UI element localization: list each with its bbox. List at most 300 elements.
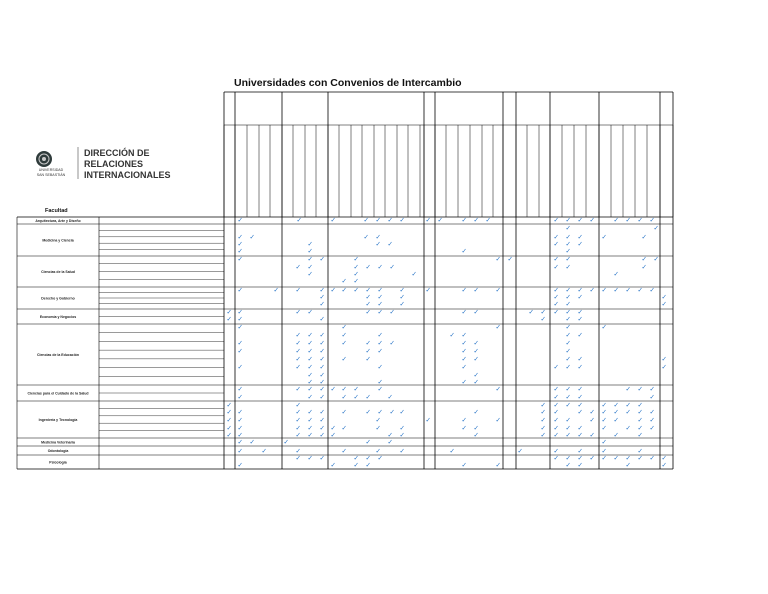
check-mark-icon: ✓ [295,385,301,393]
check-mark-icon: ✓ [341,355,347,363]
check-mark-icon: ✓ [565,233,571,241]
check-mark-icon: ✓ [577,401,583,409]
faculty-label: Derecho y Gobierno [41,296,75,301]
check-mark-icon: ✓ [577,233,583,241]
check-mark-icon: ✓ [319,315,325,323]
faculty-label: Ciencias de la Educación [36,352,80,357]
check-mark-icon: ✓ [473,378,479,386]
check-mark-icon: ✓ [613,408,619,416]
check-mark-icon: ✓ [553,424,559,432]
check-mark-icon: ✓ [601,233,607,241]
check-mark-icon: ✓ [319,363,325,371]
check-mark-icon: ✓ [473,424,479,432]
check-mark-icon: ✓ [365,263,371,271]
check-mark-icon: ✓ [307,270,313,278]
check-mark-icon: ✓ [553,233,559,241]
check-mark-icon: ✓ [319,300,325,308]
check-mark-icon: ✓ [565,331,571,339]
check-mark-icon: ✓ [565,224,571,232]
check-mark-icon: ✓ [319,293,325,301]
check-mark-icon: ✓ [425,286,431,294]
check-mark-icon: ✓ [461,331,467,339]
check-mark-icon: ✓ [577,355,583,363]
check-mark-icon: ✓ [495,286,501,294]
check-mark-icon: ✓ [249,438,255,446]
check-mark-icon: ✓ [565,393,571,401]
check-mark-icon: ✓ [625,408,631,416]
faculty-label: Odontología [47,448,69,453]
check-mark-icon: ✓ [330,431,336,439]
check-mark-icon: ✓ [389,308,395,316]
check-mark-icon: ✓ [565,385,571,393]
check-mark-icon: ✓ [307,385,313,393]
check-mark-icon: ✓ [540,401,546,409]
check-mark-icon: ✓ [577,424,583,432]
check-mark-icon: ✓ [473,355,479,363]
check-mark-icon: ✓ [319,255,325,263]
department-name: DIRECCIÓN DE RELACIONES INTERNACIONALES [84,148,171,180]
check-mark-icon: ✓ [237,416,243,424]
check-mark-icon: ✓ [577,461,583,469]
check-mark-icon: ✓ [237,286,243,294]
check-mark-icon: ✓ [226,431,232,439]
check-mark-icon: ✓ [341,339,347,347]
check-mark-icon: ✓ [307,355,313,363]
check-mark-icon: ✓ [307,331,313,339]
check-mark-icon: ✓ [649,408,655,416]
check-mark-icon: ✓ [565,416,571,424]
check-mark-icon: ✓ [319,355,325,363]
check-mark-icon: ✓ [565,315,571,323]
check-mark-icon: ✓ [237,255,243,263]
check-mark-icon: ✓ [319,416,325,424]
check-mark-icon: ✓ [319,385,325,393]
check-mark-icon: ✓ [226,424,232,432]
check-mark-icon: ✓ [377,286,383,294]
check-mark-icon: ✓ [461,216,467,224]
check-mark-icon: ✓ [565,401,571,409]
check-mark-icon: ✓ [399,216,405,224]
check-mark-icon: ✓ [553,293,559,301]
check-mark-icon: ✓ [319,393,325,401]
check-mark-icon: ✓ [495,461,501,469]
check-mark-icon: ✓ [237,431,243,439]
check-mark-icon: ✓ [589,416,595,424]
check-mark-icon: ✓ [625,286,631,294]
check-mark-icon: ✓ [577,308,583,316]
check-mark-icon: ✓ [237,233,243,241]
check-mark-icon: ✓ [553,300,559,308]
check-mark-icon: ✓ [613,416,619,424]
check-mark-icon: ✓ [661,355,667,363]
check-mark-icon: ✓ [473,339,479,347]
check-mark-icon: ✓ [377,408,383,416]
check-mark-icon: ✓ [295,347,301,355]
check-mark-icon: ✓ [637,401,643,409]
check-mark-icon: ✓ [295,308,301,316]
check-mark-icon: ✓ [353,393,359,401]
check-mark-icon: ✓ [363,216,369,224]
check-mark-icon: ✓ [565,424,571,432]
check-mark-icon: ✓ [365,300,371,308]
check-mark-icon: ✓ [353,454,359,462]
check-mark-icon: ✓ [461,339,467,347]
check-mark-icon: ✓ [295,401,301,409]
check-mark-icon: ✓ [226,401,232,409]
check-mark-icon: ✓ [553,393,559,401]
check-mark-icon: ✓ [553,431,559,439]
check-mark-icon: ✓ [553,240,559,248]
check-mark-icon: ✓ [330,286,336,294]
check-mark-icon: ✓ [625,401,631,409]
faculty-column-header: Facultad [45,208,68,214]
check-mark-icon: ✓ [307,416,313,424]
check-mark-icon: ✓ [307,408,313,416]
check-mark-icon: ✓ [365,408,371,416]
table-title: Universidades con Convenios de Intercambio [234,77,462,89]
check-mark-icon: ✓ [528,308,534,316]
check-mark-icon: ✓ [295,363,301,371]
check-mark-icon: ✓ [237,315,243,323]
check-mark-icon: ✓ [237,308,243,316]
check-mark-icon: ✓ [307,247,313,255]
check-mark-icon: ✓ [365,461,371,469]
check-mark-icon: ✓ [461,378,467,386]
check-mark-icon: ✓ [589,286,595,294]
check-mark-icon: ✓ [577,431,583,439]
check-mark-icon: ✓ [399,424,405,432]
check-mark-icon: ✓ [330,216,336,224]
check-mark-icon: ✓ [577,315,583,323]
check-mark-icon: ✓ [649,286,655,294]
check-mark-icon: ✓ [637,385,643,393]
check-mark-icon: ✓ [565,454,571,462]
check-mark-icon: ✓ [399,447,405,455]
faculty-label: Medicina Veterinaria [41,440,75,445]
check-mark-icon: ✓ [341,277,347,285]
check-mark-icon: ✓ [473,216,479,224]
check-mark-icon: ✓ [565,263,571,271]
check-mark-icon: ✓ [341,393,347,401]
check-mark-icon: ✓ [577,286,583,294]
check-mark-icon: ✓ [613,401,619,409]
check-mark-icon: ✓ [540,308,546,316]
faculty-label: Ciencias para el Cuidado de la Salud [27,391,89,396]
check-mark-icon: ✓ [461,286,467,294]
check-mark-icon: ✓ [411,270,417,278]
check-mark-icon: ✓ [437,216,443,224]
check-mark-icon: ✓ [577,240,583,248]
check-mark-icon: ✓ [341,447,347,455]
check-mark-icon: ✓ [295,286,301,294]
check-mark-icon: ✓ [237,240,243,248]
check-mark-icon: ✓ [365,286,371,294]
check-mark-icon: ✓ [377,339,383,347]
check-mark-icon: ✓ [540,416,546,424]
check-mark-icon: ✓ [341,286,347,294]
check-mark-icon: ✓ [577,216,583,224]
check-mark-icon: ✓ [425,416,431,424]
check-mark-icon: ✓ [565,293,571,301]
check-mark-icon: ✓ [565,347,571,355]
check-mark-icon: ✓ [353,385,359,393]
check-mark-icon: ✓ [601,286,607,294]
check-mark-icon: ✓ [377,331,383,339]
check-mark-icon: ✓ [461,308,467,316]
check-mark-icon: ✓ [353,286,359,294]
check-mark-icon: ✓ [307,424,313,432]
check-mark-icon: ✓ [553,408,559,416]
check-mark-icon: ✓ [565,431,571,439]
check-mark-icon: ✓ [473,286,479,294]
check-mark-icon: ✓ [237,247,243,255]
check-mark-icon: ✓ [319,331,325,339]
check-mark-icon: ✓ [399,431,405,439]
check-mark-icon: ✓ [365,347,371,355]
check-mark-icon: ✓ [449,331,455,339]
check-mark-icon: ✓ [375,424,381,432]
check-mark-icon: ✓ [237,216,243,224]
check-mark-icon: ✓ [237,347,243,355]
check-mark-icon: ✓ [577,331,583,339]
check-mark-icon: ✓ [399,408,405,416]
check-mark-icon: ✓ [365,393,371,401]
check-mark-icon: ✓ [307,347,313,355]
check-mark-icon: ✓ [307,431,313,439]
check-mark-icon: ✓ [226,308,232,316]
check-mark-icon: ✓ [637,454,643,462]
check-mark-icon: ✓ [365,355,371,363]
check-mark-icon: ✓ [577,363,583,371]
check-mark-icon: ✓ [473,408,479,416]
check-mark-icon: ✓ [625,385,631,393]
check-mark-icon: ✓ [449,447,455,455]
university-name: UNIVERSIDAD SAN SEBASTIÁN [36,168,66,177]
check-mark-icon: ✓ [375,233,381,241]
check-mark-icon: ✓ [553,363,559,371]
check-mark-icon: ✓ [375,240,381,248]
check-mark-icon: ✓ [341,385,347,393]
check-mark-icon: ✓ [307,378,313,386]
check-mark-icon: ✓ [661,461,667,469]
check-mark-icon: ✓ [565,339,571,347]
check-mark-icon: ✓ [461,355,467,363]
check-mark-icon: ✓ [649,393,655,401]
check-mark-icon: ✓ [589,408,595,416]
check-mark-icon: ✓ [307,240,313,248]
check-mark-icon: ✓ [237,339,243,347]
faculty-label: Economía y Negocios [39,314,77,319]
check-mark-icon: ✓ [377,263,383,271]
check-mark-icon: ✓ [601,447,607,455]
check-mark-icon: ✓ [389,408,395,416]
check-mark-icon: ✓ [399,300,405,308]
check-mark-icon: ✓ [319,378,325,386]
check-mark-icon: ✓ [625,454,631,462]
check-mark-icon: ✓ [377,378,383,386]
check-mark-icon: ✓ [319,286,325,294]
check-mark-icon: ✓ [565,308,571,316]
check-mark-icon: ✓ [565,286,571,294]
check-mark-icon: ✓ [295,263,301,271]
check-mark-icon: ✓ [365,293,371,301]
check-mark-icon: ✓ [461,363,467,371]
check-mark-icon: ✓ [387,240,393,248]
check-mark-icon: ✓ [341,408,347,416]
check-mark-icon: ✓ [237,447,243,455]
check-mark-icon: ✓ [341,323,347,331]
check-mark-icon: ✓ [319,431,325,439]
check-mark-icon: ✓ [553,216,559,224]
check-mark-icon: ✓ [341,331,347,339]
check-mark-icon: ✓ [553,454,559,462]
check-mark-icon: ✓ [495,416,501,424]
check-mark-icon: ✓ [601,401,607,409]
check-mark-icon: ✓ [363,233,369,241]
check-mark-icon: ✓ [399,286,405,294]
check-mark-icon: ✓ [365,438,371,446]
check-mark-icon: ✓ [637,408,643,416]
check-mark-icon: ✓ [540,315,546,323]
check-mark-icon: ✓ [387,393,393,401]
check-mark-icon: ✓ [375,447,381,455]
check-mark-icon: ✓ [295,424,301,432]
check-mark-icon: ✓ [553,286,559,294]
check-mark-icon: ✓ [641,255,647,263]
check-mark-icon: ✓ [649,216,655,224]
check-mark-icon: ✓ [649,385,655,393]
check-mark-icon: ✓ [473,371,479,379]
check-mark-icon: ✓ [377,454,383,462]
check-mark-icon: ✓ [637,216,643,224]
check-mark-icon: ✓ [353,255,359,263]
check-mark-icon: ✓ [495,385,501,393]
check-mark-icon: ✓ [473,431,479,439]
check-mark-icon: ✓ [295,355,301,363]
check-mark-icon: ✓ [295,416,301,424]
check-mark-icon: ✓ [589,431,595,439]
check-mark-icon: ✓ [307,263,313,271]
check-mark-icon: ✓ [625,461,631,469]
check-mark-icon: ✓ [377,300,383,308]
check-mark-icon: ✓ [226,416,232,424]
check-mark-icon: ✓ [319,408,325,416]
check-mark-icon: ✓ [637,424,643,432]
check-mark-icon: ✓ [353,263,359,271]
check-mark-icon: ✓ [295,408,301,416]
check-mark-icon: ✓ [377,293,383,301]
check-mark-icon: ✓ [565,216,571,224]
check-mark-icon: ✓ [641,233,647,241]
check-mark-icon: ✓ [565,247,571,255]
check-mark-icon: ✓ [461,416,467,424]
check-mark-icon: ✓ [565,363,571,371]
faculty-label: Arquitectura, Arte y Diseño [35,218,81,223]
faculty-label: Medicina y Ciencia [42,238,74,243]
check-mark-icon: ✓ [641,263,647,271]
check-mark-icon: ✓ [613,270,619,278]
faculty-label: Ingeniería y Tecnología [38,417,78,422]
check-mark-icon: ✓ [237,408,243,416]
check-mark-icon: ✓ [649,424,655,432]
check-mark-icon: ✓ [353,277,359,285]
check-mark-icon: ✓ [649,454,655,462]
check-mark-icon: ✓ [625,216,631,224]
check-mark-icon: ✓ [577,385,583,393]
check-mark-icon: ✓ [365,339,371,347]
check-mark-icon: ✓ [661,300,667,308]
check-mark-icon: ✓ [613,454,619,462]
check-mark-icon: ✓ [540,431,546,439]
check-mark-icon: ✓ [295,454,301,462]
check-mark-icon: ✓ [553,401,559,409]
check-mark-icon: ✓ [273,286,279,294]
check-mark-icon: ✓ [637,286,643,294]
check-mark-icon: ✓ [649,416,655,424]
check-mark-icon: ✓ [553,447,559,455]
faculty-label: Psicología [49,460,67,465]
check-mark-icon: ✓ [601,454,607,462]
check-mark-icon: ✓ [307,255,313,263]
check-mark-icon: ✓ [377,385,383,393]
check-mark-icon: ✓ [601,424,607,432]
check-mark-icon: ✓ [237,461,243,469]
check-mark-icon: ✓ [553,308,559,316]
check-mark-icon: ✓ [307,393,313,401]
check-mark-icon: ✓ [226,408,232,416]
check-mark-icon: ✓ [565,240,571,248]
check-mark-icon: ✓ [577,408,583,416]
check-mark-icon: ✓ [461,347,467,355]
check-mark-icon: ✓ [517,447,523,455]
check-mark-icon: ✓ [249,233,255,241]
check-mark-icon: ✓ [589,216,595,224]
check-mark-icon: ✓ [589,454,595,462]
check-mark-icon: ✓ [387,438,393,446]
check-mark-icon: ✓ [319,339,325,347]
check-mark-icon: ✓ [237,323,243,331]
check-mark-icon: ✓ [601,408,607,416]
check-mark-icon: ✓ [613,286,619,294]
check-mark-icon: ✓ [319,371,325,379]
check-mark-icon: ✓ [387,216,393,224]
check-mark-icon: ✓ [319,424,325,432]
check-mark-icon: ✓ [319,347,325,355]
check-mark-icon: ✓ [307,371,313,379]
check-mark-icon: ✓ [553,263,559,271]
check-mark-icon: ✓ [307,339,313,347]
check-mark-icon: ✓ [330,385,336,393]
check-mark-icon: ✓ [365,308,371,316]
check-mark-icon: ✓ [540,424,546,432]
check-mark-icon: ✓ [461,461,467,469]
check-mark-icon: ✓ [637,431,643,439]
check-mark-icon: ✓ [389,263,395,271]
check-mark-icon: ✓ [330,424,336,432]
check-mark-icon: ✓ [637,416,643,424]
check-mark-icon: ✓ [295,331,301,339]
check-mark-icon: ✓ [353,461,359,469]
check-mark-icon: ✓ [387,431,393,439]
check-mark-icon: ✓ [375,416,381,424]
check-mark-icon: ✓ [237,363,243,371]
check-mark-icon: ✓ [296,216,302,224]
check-mark-icon: ✓ [375,216,381,224]
check-mark-icon: ✓ [613,216,619,224]
check-mark-icon: ✓ [319,454,325,462]
check-mark-icon: ✓ [425,216,431,224]
check-mark-icon: ✓ [377,308,383,316]
